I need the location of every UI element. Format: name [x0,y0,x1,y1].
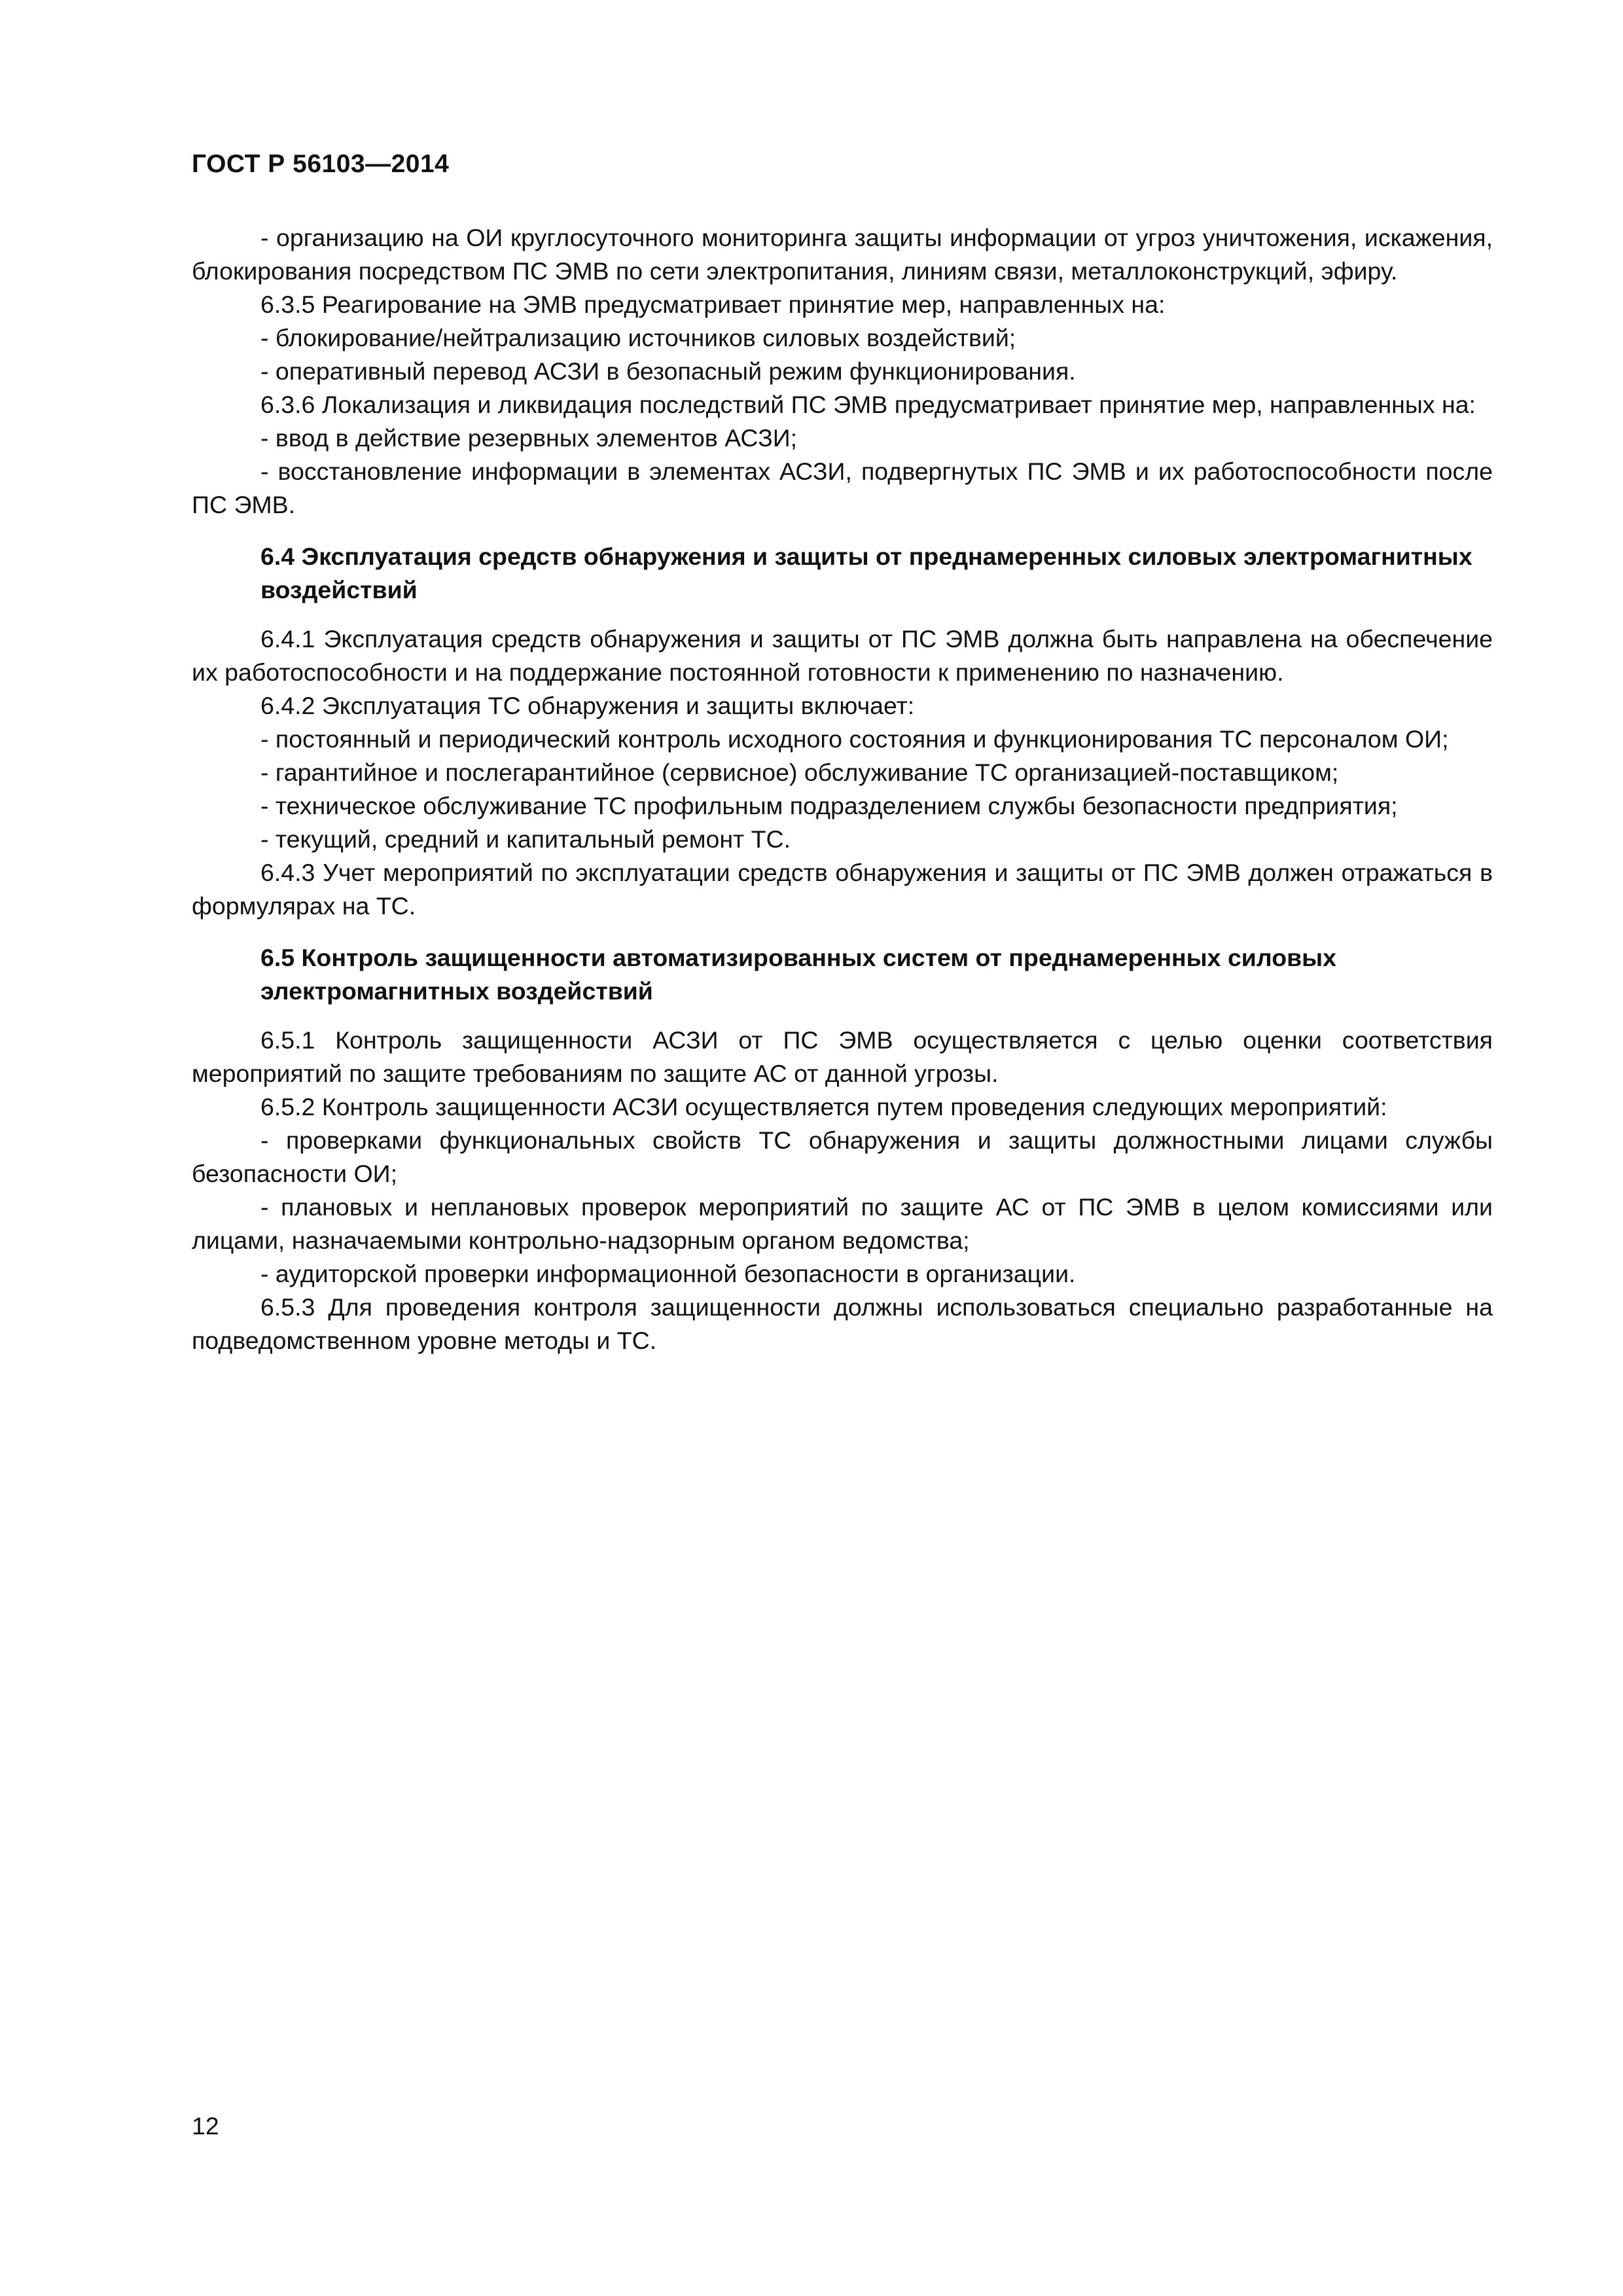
paragraph: - гарантийное и послегарантийное (сервисное) обслуживание ТС организацией-поставщиком; [260,759,1339,786]
paragraph: 6.3.6 Локализация и ликвидация последствий ПС ЭМВ предусматривает принятие мер, направленных на: [260,391,1476,418]
paragraph: - оперативный перевод АСЗИ в безопасный режим функционирования. [260,357,1076,385]
document-body [192,221,1493,1357]
paragraph: - аудиторской проверки информационной безопасности в организации. [260,1260,1076,1287]
page-number: 12 [192,2112,219,2140]
paragraph: - восстановление информации в элементах АСЗИ, подвергнутых ПС ЭМВ и их работоспособности после ПС ЭМВ. [192,457,1493,518]
paragraph: 6.5.1 Контроль защищенности АСЗИ от ПС ЭМВ осуществляется с целью оценки соответствия мероприятий по защите требованиям по защите АС от данной угрозы. [192,1026,1493,1087]
paragraph: 6.4.2 Эксплуатация ТС обнаружения и защиты включает: [260,692,915,719]
paragraph: - ввод в действие резервных элементов АСЗИ; [260,424,798,452]
section-heading-6-5: 6.5 Контроль защищенности автоматизированных систем от преднамеренных силовых электромагнитных воздействий [260,944,1337,1005]
paragraph: - организацию на ОИ круглосуточного мониторинга защиты информации от угроз уничтожения, искажения, блокирования посредством ПС ЭМВ по сети электропитания, линиям связи, металлоконструкций, эфиру. [192,224,1493,285]
paragraph: 6.5.3 Для проведения контроля защищенности должны использоваться специально разработанные на подведомственном уровне методы и ТС. [192,1293,1493,1354]
paragraph: 6.4.1 Эксплуатация средств обнаружения и защиты от ПС ЭМВ должна быть направлена на обеспечение их работоспособности и на поддержание постоянной готовности к применению по назначению. [192,625,1493,686]
paragraph: - текущий, средний и капитальный ремонт ТС. [260,825,791,853]
paragraph: 6.4.3 Учет мероприятий по эксплуатации средств обнаружения и защиты от ПС ЭМВ должен отражаться в формулярах на ТС. [192,859,1493,920]
paragraph: - техническое обслуживание ТС профильным подразделением службы безопасности предприятия; [260,792,1398,819]
paragraph: - проверками функциональных свойств ТС обнаружения и защиты должностными лицами службы безопасности ОИ; [192,1126,1493,1187]
paragraph: 6.5.2 Контроль защищенности АСЗИ осуществляется путем проведения следующих мероприятий: [260,1093,1387,1121]
paragraph: - постоянный и периодический контроль исходного состояния и функционирования ТС персоналом ОИ; [260,725,1449,753]
document-code-header: ГОСТ Р 56103—2014 [192,150,450,178]
paragraph: 6.3.5 Реагирование на ЭМВ предусматривает принятие мер, направленных на: [260,291,1166,318]
section-heading-6-4: 6.4 Эксплуатация средств обнаружения и защиты от преднамеренных силовых электромагнитных воздействий [260,543,1472,603]
paragraph: - плановых и неплановых проверок мероприятий по защите АС от ПС ЭМВ в целом комиссиями или лицами, назначаемыми контрольно-надзорным органом ведомства; [192,1193,1493,1254]
paragraph: - блокирование/нейтрализацию источников силовых воздействий; [260,324,1016,351]
